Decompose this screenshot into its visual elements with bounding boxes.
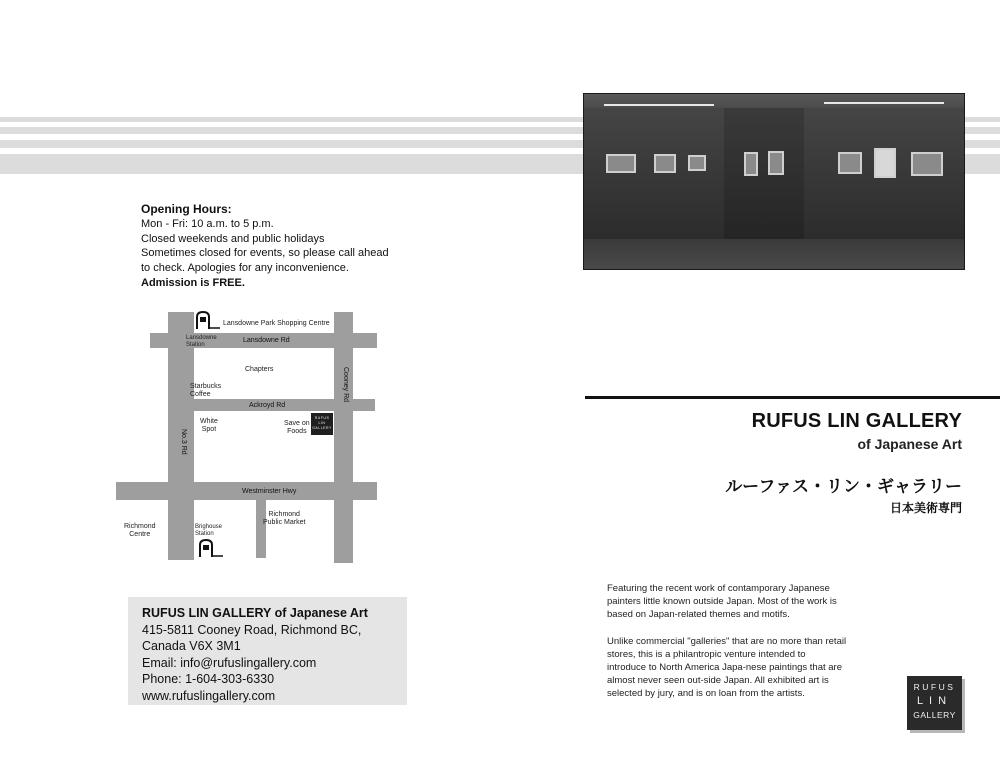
photo-wall-left: [584, 108, 724, 248]
hours-line: Closed weekends and public holidays: [141, 232, 325, 245]
map-label-chapters: Chapters: [245, 366, 274, 373]
stripe-thin-2: [0, 127, 583, 134]
gallery-name-japanese: ルーファス・リン・ギャラリー: [725, 477, 962, 496]
contact-info-box: [128, 597, 407, 705]
train-station-icon: [198, 538, 224, 558]
logo-line: GALLERY: [913, 710, 956, 720]
contact-phone: Phone: 1-604-303-6330: [142, 672, 275, 687]
map-label-lansdowne-station: Lansdowne Station: [186, 335, 217, 348]
photo-wall-right: [804, 108, 964, 248]
stripe-thin-1: [0, 117, 583, 122]
road-market-street: [256, 500, 266, 558]
map-label-no3-rd: No.3 Rd: [180, 429, 187, 455]
gallery-location-marker: RUFUS LIN GALLERY: [311, 413, 333, 435]
artwork-frame: [744, 152, 758, 176]
photo-wall-middle: [724, 108, 804, 248]
gallery-description: [607, 582, 847, 714]
gallery-subtitle: of Japanese Art: [857, 436, 962, 452]
hours-line: Mon - Fri: 10 a.m. to 5 p.m.: [141, 217, 274, 230]
photo-track-light-left: [604, 104, 714, 106]
hours-line: Sometimes closed for events, so please call ahead: [141, 247, 389, 260]
contact-address-line: Canada V6X 3M1: [142, 639, 241, 654]
contact-gallery-name: RUFUS LIN GALLERY of Japanese Art: [142, 606, 368, 620]
stripe-right-1: [963, 117, 1000, 122]
artwork-frame: [654, 154, 676, 173]
title-divider: [585, 396, 1000, 399]
opening-hours-title: Opening Hours:: [141, 202, 232, 216]
gallery-name: RUFUS LIN GALLERY: [751, 410, 962, 432]
map-label-save-on-foods: Save on Foods: [284, 420, 310, 435]
stripe-right-2: [963, 127, 1000, 134]
contact-website: www.rufuslingallery.com: [142, 688, 276, 703]
description-paragraph: Featuring the recent work of contamporary Japanese painters little known outside Japan. Most of the work is based on Japan-related themes and motifs.: [607, 583, 837, 621]
map-label-richmond-centre: Richmond Centre: [124, 523, 156, 538]
road-cooney: [334, 312, 353, 563]
hours-line: to check. Apologies for any inconvenience.: [141, 262, 349, 275]
stripe-right-3: [963, 140, 1000, 148]
description-paragraph: Unlike commercial "galleries" that are no more than retail stores, this is a philantropic venture intended to introduce to North America Japa-nese paintings that are almost never seen out-side Japan. All exhibited art is selected by jury, and is on loan from the artists.: [607, 635, 847, 700]
artwork-frame: [911, 152, 943, 176]
artwork-frame: [838, 152, 862, 174]
map-label-lansdowne-rd: Lansdowne Rd: [243, 337, 290, 344]
logo-line: RUFUS: [913, 682, 956, 692]
map-label-westminster-hwy: Westminster Hwy: [242, 488, 297, 495]
gallery-title-block: [725, 410, 962, 516]
map-label-white-spot: White Spot: [200, 418, 218, 433]
artwork-frame: [874, 148, 896, 178]
stripe-right-wide: [963, 154, 1000, 174]
contact-address-line: 415-5811 Cooney Road, Richmond BC,: [142, 622, 362, 637]
stripe-thin-3: [0, 140, 583, 148]
logo-line: LIN: [916, 695, 953, 707]
photo-track-light-right: [824, 102, 944, 104]
contact-email: Email: info@rufuslingallery.com: [142, 655, 317, 670]
gallery-interior-photo: [583, 93, 965, 270]
stripe-wide: [0, 154, 583, 174]
artwork-frame: [768, 151, 784, 175]
map-label-brighouse-station: Brighouse Station: [195, 524, 223, 537]
map-label-starbucks: Starbucks Coffee: [190, 383, 222, 398]
admission-note: Admission is FREE.: [141, 276, 245, 289]
artwork-frame: [688, 155, 706, 171]
map-label-cooney-rd: Cooney Rd: [342, 367, 349, 403]
train-station-icon: [195, 310, 221, 330]
gallery-logo: [907, 676, 962, 730]
artwork-frame: [606, 154, 636, 173]
opening-hours: [141, 202, 389, 291]
map-label-lansdowne-park: Lansdowne Park Shopping Centre: [223, 320, 330, 327]
map-label-richmond-public-market: Richmond Public Market: [263, 511, 306, 526]
map-label-ackroyd-rd: Ackroyd Rd: [249, 402, 286, 409]
gallery-subtitle-japanese: 日本美術専門: [889, 501, 962, 515]
photo-floor: [584, 239, 964, 269]
